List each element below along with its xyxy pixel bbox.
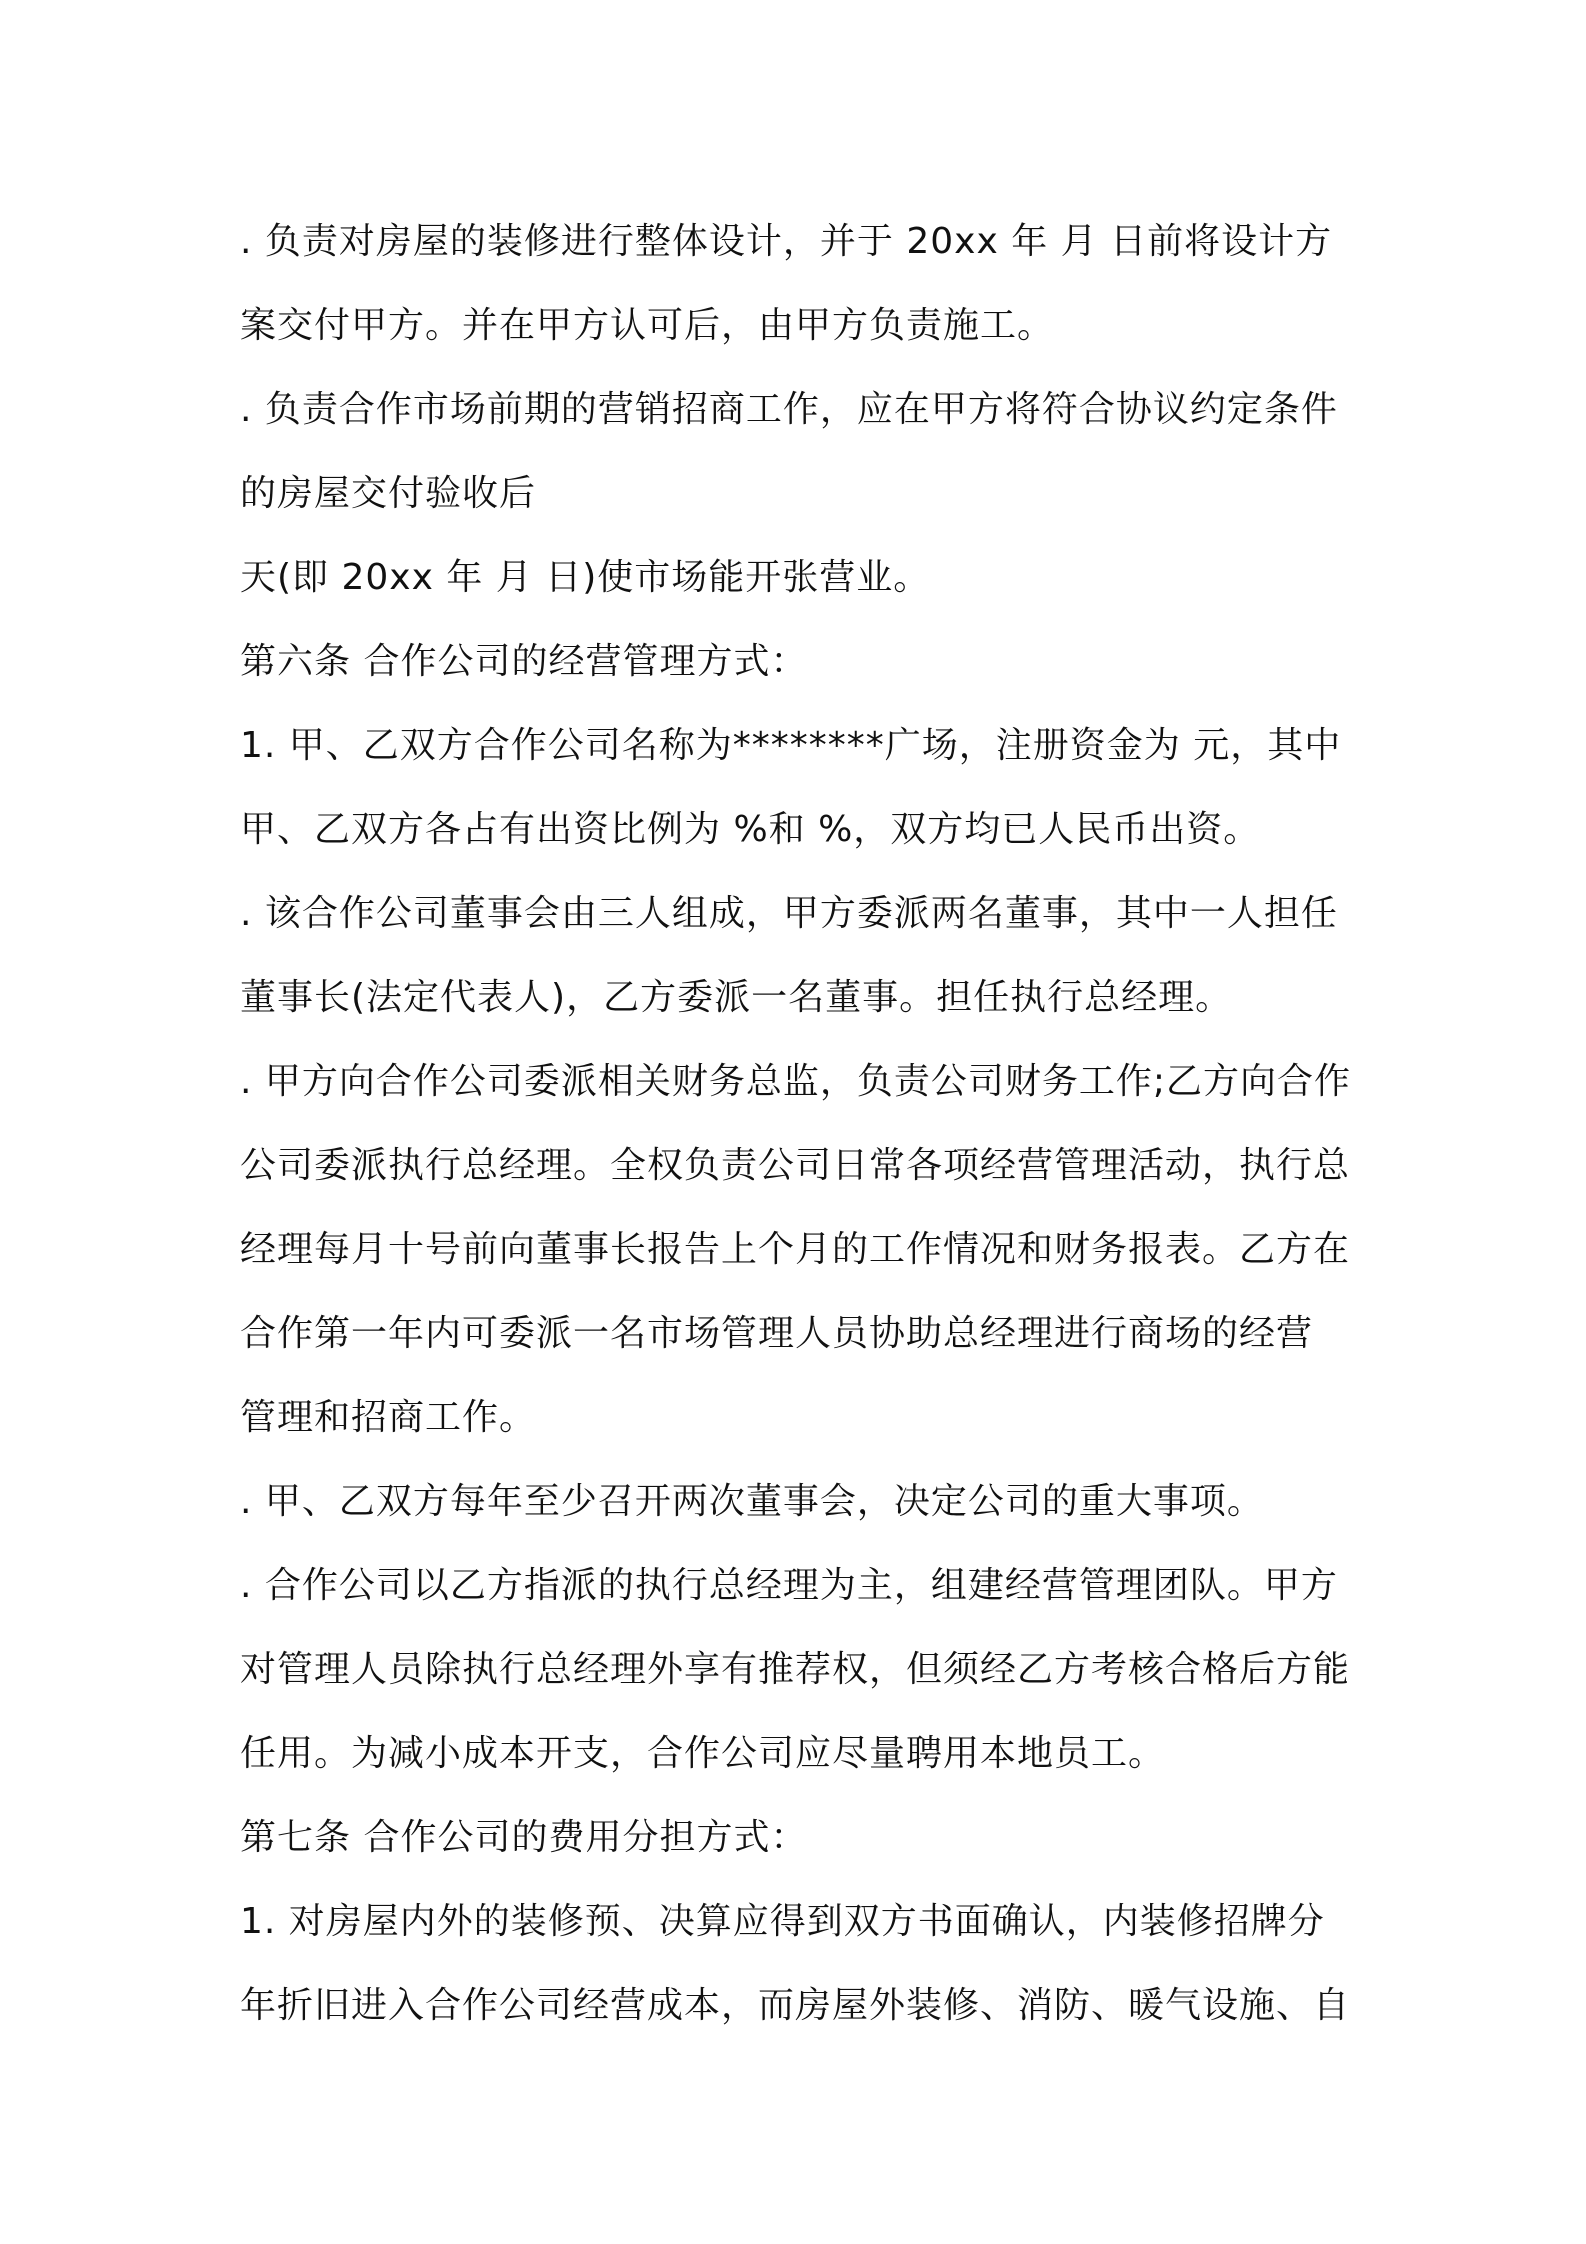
text-line: 天(即 20xx 年 月 日)使市场能开张营业。 — [240, 557, 931, 598]
text-line: 任用。为减小成本开支，合作公司应尽量聘用本地员工。 — [240, 1733, 1166, 1774]
text-line: . 该合作公司董事会由三人组成，甲方委派两名董事，其中一人担任 — [240, 893, 1338, 934]
document-body — [240, 200, 1360, 2048]
text-line: 对管理人员除执行总经理外享有推荐权，但须经乙方考核合格后方能 — [240, 1649, 1351, 1690]
text-line: 公司委派执行总经理。全权负责公司日常各项经营管理活动，执行总 — [240, 1145, 1351, 1186]
text-line: 经理每月十号前向董事长报告上个月的工作情况和财务报表。乙方在 — [240, 1229, 1351, 1270]
text-line: 案交付甲方。并在甲方认可后，由甲方负责施工。 — [240, 305, 1055, 346]
text-line: . 合作公司以乙方指派的执行总经理为主，组建经营管理团队。甲方 — [240, 1565, 1338, 1606]
text-line: . 负责合作市场前期的营销招商工作，应在甲方将符合协议约定条件 — [240, 389, 1338, 430]
text-line: 1. 甲、乙双方合作公司名称为********广场，注册资金为 元，其中 — [240, 725, 1342, 766]
article-heading: 第七条 合作公司的费用分担方式： — [240, 1817, 808, 1858]
text-line: . 甲、乙双方每年至少召开两次董事会，决定公司的重大事项。 — [240, 1481, 1264, 1522]
text-line: 合作第一年内可委派一名市场管理人员协助总经理进行商场的经营 — [240, 1313, 1314, 1354]
text-line: 1. 对房屋内外的装修预、决算应得到双方书面确认，内装修招牌分 — [240, 1901, 1325, 1942]
article-heading: 第六条 合作公司的经营管理方式： — [240, 641, 808, 682]
text-line: . 甲方向合作公司委派相关财务总监，负责公司财务工作;乙方向合作 — [240, 1061, 1352, 1102]
text-line: . 负责对房屋的装修进行整体设计，并于 20xx 年 月 日前将设计方 — [240, 221, 1333, 262]
text-line: 董事长(法定代表人)，乙方委派一名董事。担任执行总经理。 — [240, 977, 1233, 1018]
text-line: 年折旧进入合作公司经营成本，而房屋外装修、消防、暖气设施、自 — [240, 1985, 1351, 2026]
text-line: 管理和招商工作。 — [240, 1397, 537, 1438]
text-line: 的房屋交付验收后 — [240, 473, 537, 514]
text-line: 甲、乙双方各占有出资比例为 %和 %，双方均已人民币出资。 — [240, 809, 1261, 850]
